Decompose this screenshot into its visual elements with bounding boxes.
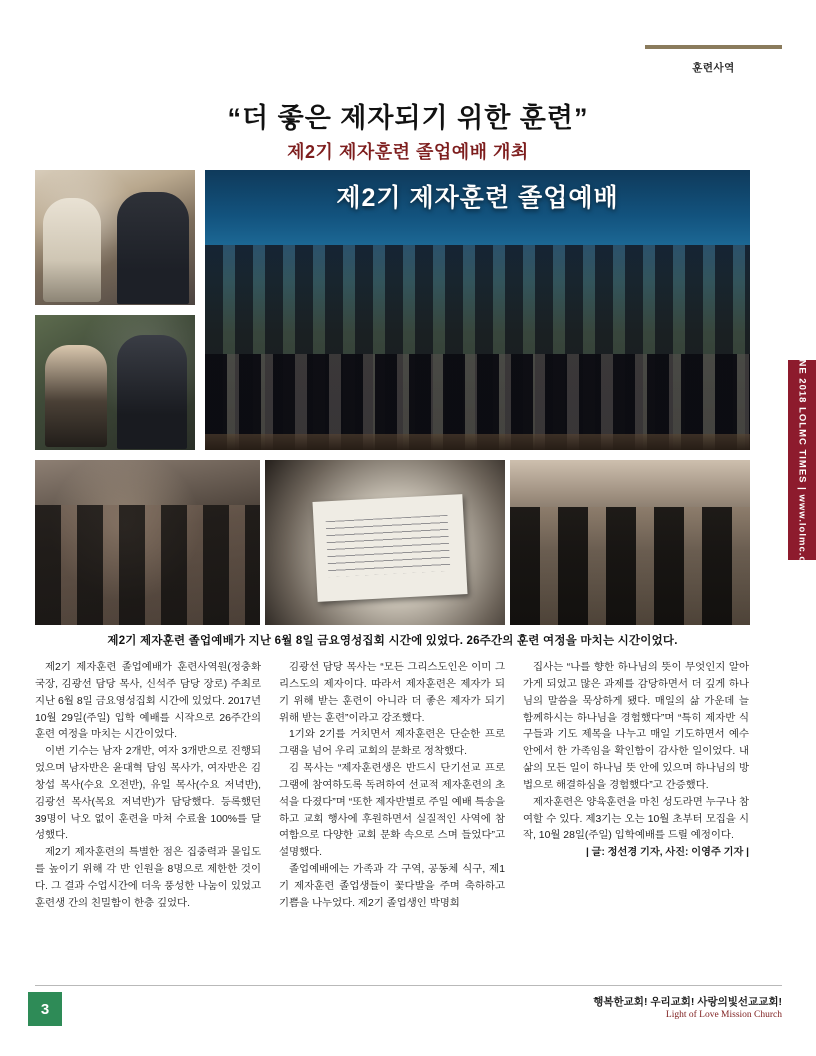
article-body — [35, 660, 750, 970]
award-ceremony-photo — [35, 170, 195, 305]
article-column-1 — [35, 660, 261, 970]
paragraph: 집사는 “나를 향한 하나님의 뜻이 무엇인지 알아가게 되었고 많은 과제를 감당하면서 더 깊게 하나님의 말씀을 묵상하게 됐다. 매일의 삶 가운데 늘 함께하시는 하나님을 경험했다”며 “특히 제자반 식구들과 기도 제목을 나누고 매일 기도하면서 예수 안에서 한 가족임을 확인함이 감사한 일이었다. 내 삶의 모든 일이 하나님 뜻 안에 있으며 하나님의 방법으로 해결하심을 경험했다”고 간증했다. — [523, 662, 749, 791]
graduation-group-photo — [205, 170, 750, 450]
seated-congregation-photo — [510, 460, 750, 625]
byline: | 글: 정선경 기자, 사진: 이영주 기자 | — [585, 847, 749, 859]
certificate-document-photo — [265, 460, 505, 625]
footer-rule — [35, 985, 782, 986]
stage-floor — [205, 434, 750, 450]
page-subtitle: 제2기 제자훈련 졸업예배 개최 — [287, 142, 529, 162]
paragraph: 1기와 2기를 거치면서 제자훈련은 단순한 프로그램을 넘어 우리 교회의 문화로 정착했다. — [279, 729, 505, 758]
congratulation-applause-photo — [35, 460, 260, 625]
section-label: 훈련사역 — [692, 62, 735, 74]
paragraph: 김 목사는 “제자훈련생은 반드시 단기선교 프로그램에 참여하도록 독려하여 선교적 제자훈련의 초석을 다졌다”며 “또한 제자반별로 주일 예배 특송을 하고 교회 행사에 후원하면서 실질적인 사역에 참여함으로 다양한 교회 문화 속으로 스며 들었다”고 설명했다. — [279, 763, 505, 859]
article-column-3 — [523, 660, 749, 970]
certificate-handing-photo — [35, 315, 195, 450]
paragraph: 제2기 제자훈련 졸업예배가 훈련사역원(정충화 국장, 김광선 담당 목사, 신석주 담당 장로) 주최로 지난 6월 8일 금요영성집회 시간에 있었다. 2017년 10월 29일(주일) 입학 예배를 시작으로 26주간의 훈련 여정을 마치는 시간이었다. — [35, 662, 261, 741]
issue-side-tab-label: JUNE 2018 LOLMC TIMES | www.lolmc.org — [796, 345, 808, 575]
paragraph: 제2기 제자훈련의 특별한 점은 집중력과 몰입도를 높이기 위해 각 반 인원을 8명으로 제한한 것이다. 그 결과 수업시간에 더욱 풍성한 나눔이 있었고 훈련생 간의 친밀함이 한층 깊었다. — [35, 847, 261, 909]
issue-side-tab — [788, 345, 816, 575]
stage-banner-text: 제2기 제자훈련 졸업예배 — [336, 184, 619, 212]
photo-caption: 제2기 제자훈련 졸업예배가 지난 6월 8일 금요영성집회 시간에 있었다. 26주간의 훈련 여정을 마치는 시간이었다. — [107, 635, 678, 647]
footer-church-name-en: Light of Love Mission Church — [665, 1010, 782, 1020]
paragraph: 김광선 담당 목사는 “모든 그리스도인은 이미 그리스도의 제자이다. 따라서 제자훈련은 제자가 되기 위해 받는 훈련이 아니라 더 좋은 제자가 되기 위해 받는 훈련”이라고 강조했다. — [279, 662, 505, 724]
page-number: 3 — [28, 992, 62, 1026]
paragraph: 제자훈련은 양육훈련을 마친 성도라면 누구나 참여할 수 있다. 제3기는 오는 10월 초부터 모집을 시작, 10월 28일(주일) 입학예배를 드릴 예정이다. — [523, 796, 749, 842]
paragraph: 이번 기수는 남자 2개반, 여자 3개반으로 진행되었으며 남자반은 윤대혁 담임 목사가, 여자반은 김창섭 목사(수요 오전반), 유일 목사(수요 저녁반), 김광선 목사(목요 저녁반)가 담당했다. 등록했던 39명이 낙오 없이 훈련을 마쳐 수료율 100%를 달성했다. — [35, 746, 261, 842]
page-title: “더 좋은 제자되기 위한 훈련” — [227, 103, 589, 133]
paragraph: 졸업예배에는 가족과 각 구역, 공동체 식구, 제1기 제자훈련 졸업생들이 꽃다발을 주며 축하하고 기쁨을 나누었다. 제2기 졸업생인 박명희 — [279, 864, 505, 909]
footer-church-slogan-ko: 행복한교회! 우리교회! 사랑의빛선교교회! — [593, 996, 782, 1008]
article-column-2 — [279, 660, 505, 970]
header-rule — [645, 45, 782, 49]
